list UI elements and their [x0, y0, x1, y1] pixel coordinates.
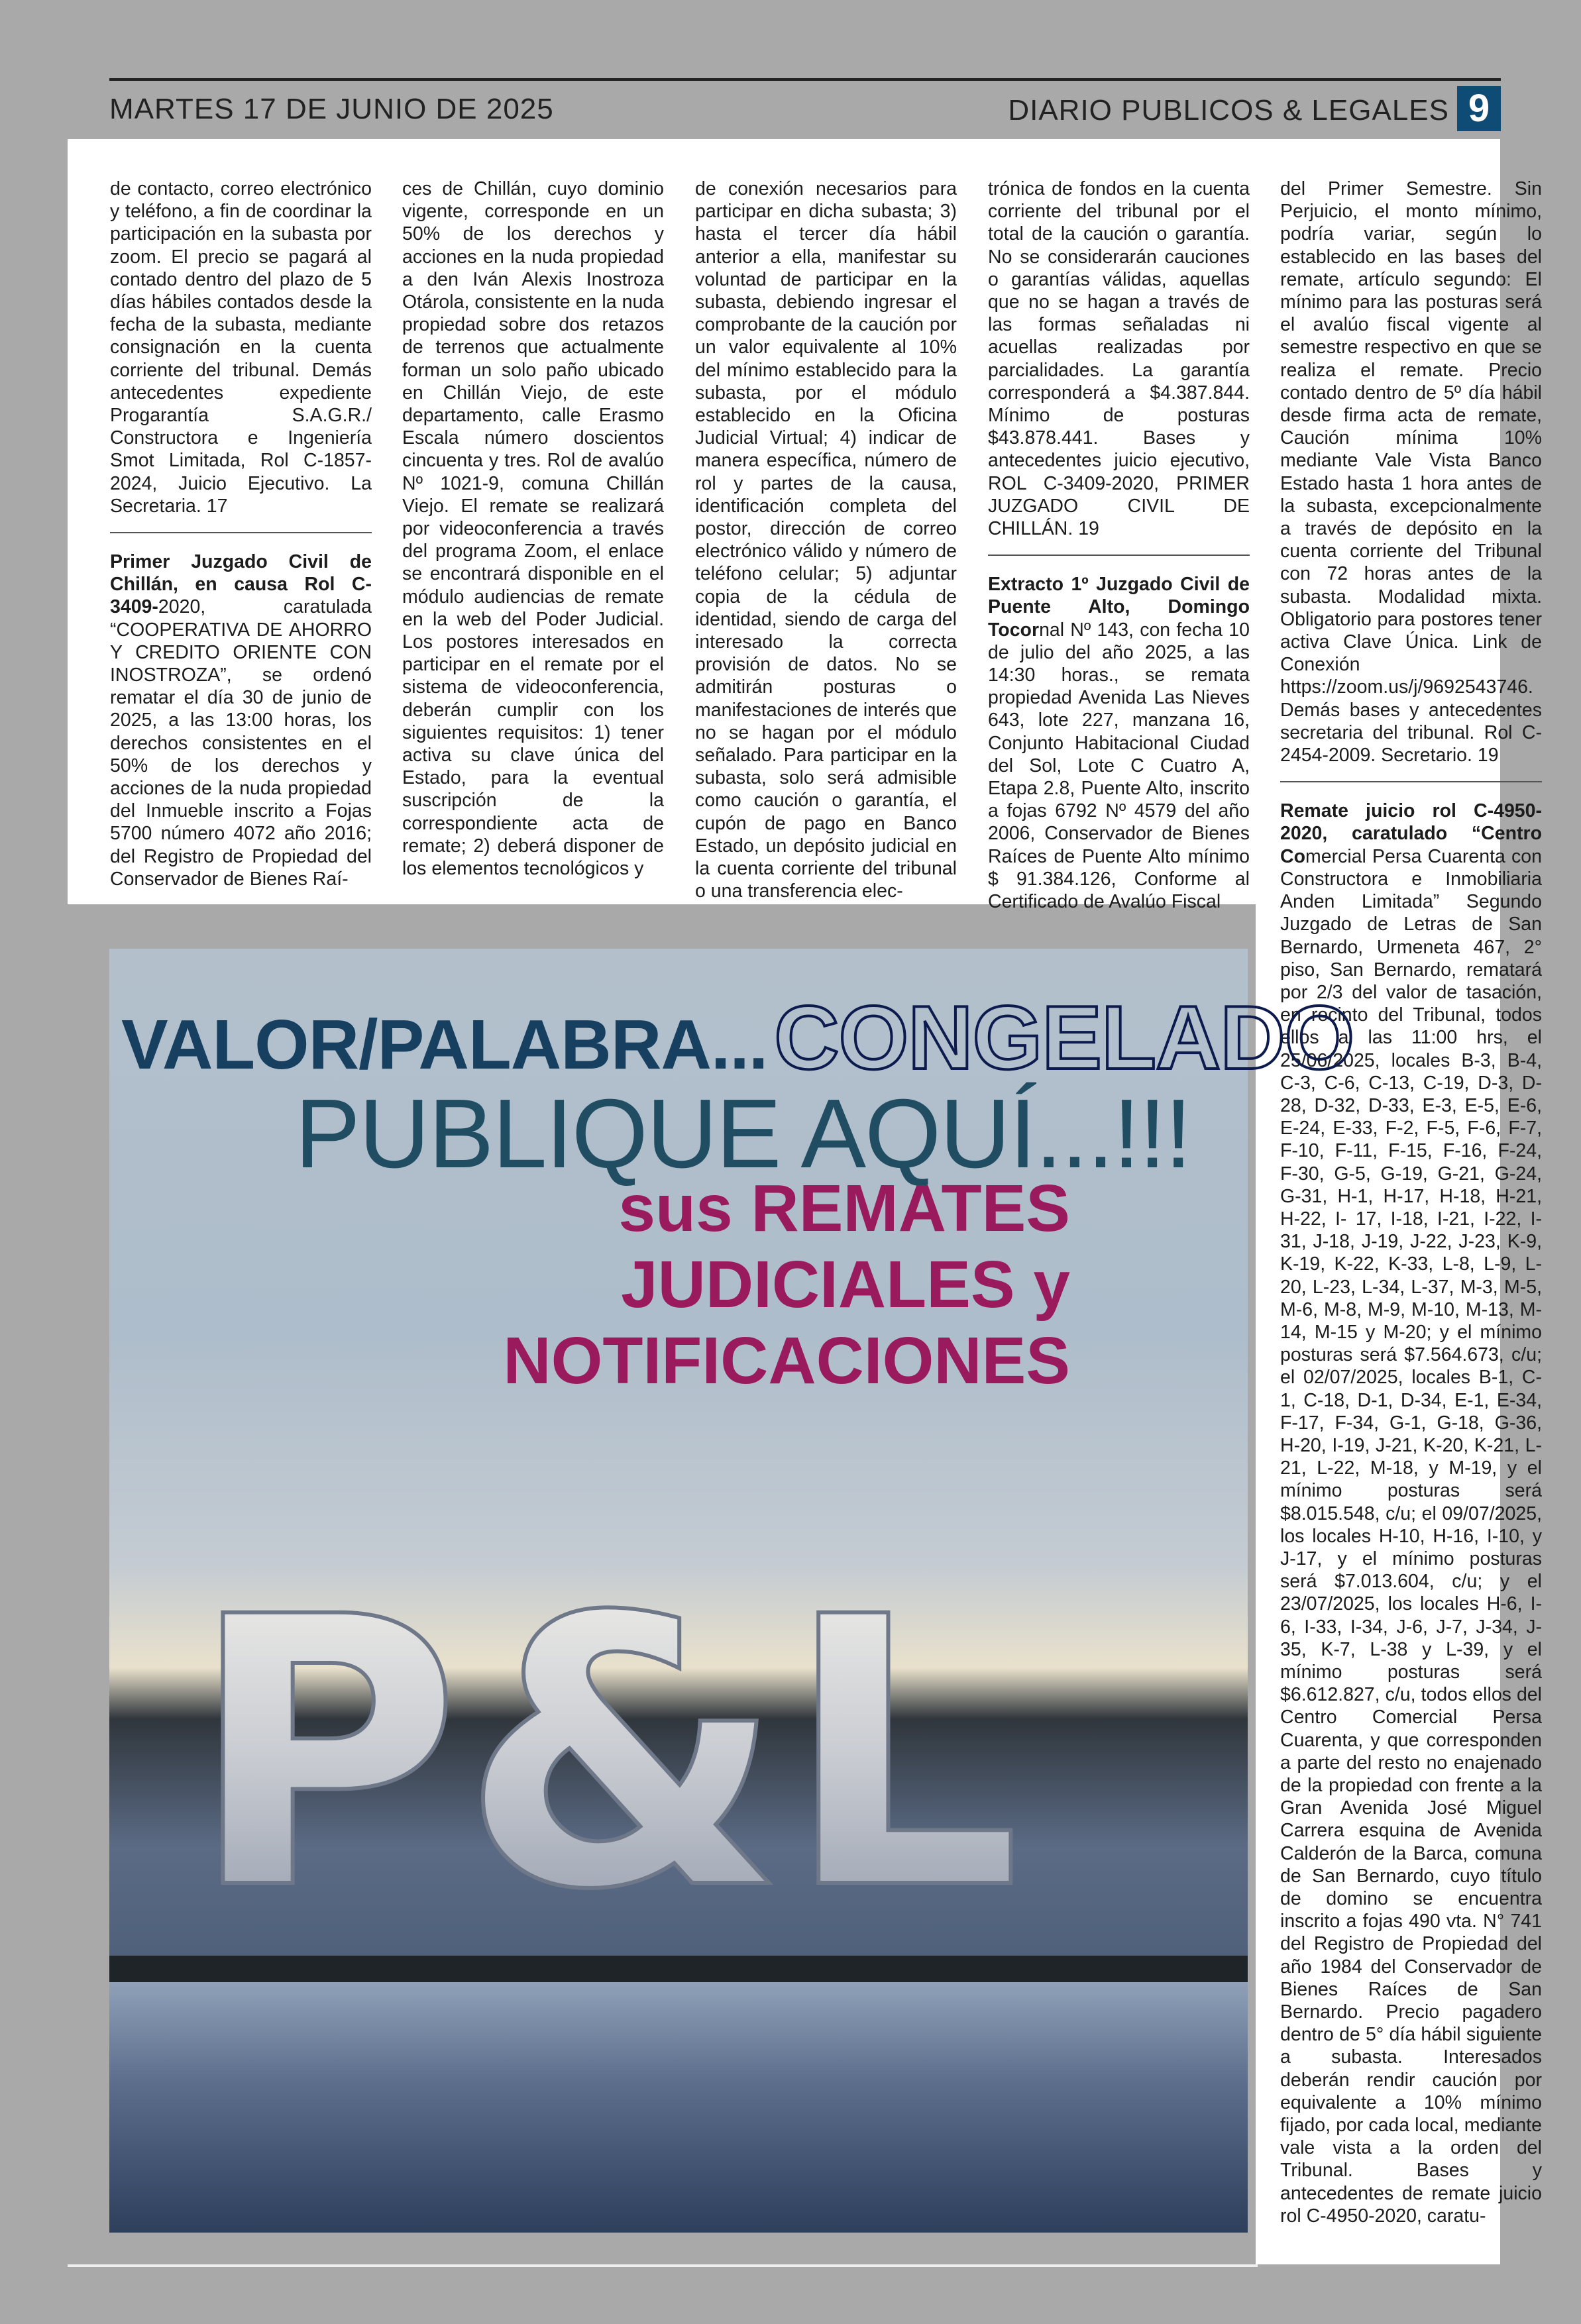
- ad-line-judiciales: JUDICIALES y: [621, 1247, 1070, 1322]
- notice-divider: [988, 555, 1250, 556]
- notice-divider: [1280, 781, 1542, 782]
- notice-paragraph: de conexión necesarios para participar en dicha subasta; 3) hasta el tercer día hábil anterior a ella, manifestar su voluntad de participar en la subasta, debiendo ingresar el comprobante de la caución por un valor equivalente al 10% del mínimo establecido para la subasta, por el módulo establecido en la Oficina Judicial Virtual; 4) indicar de manera específica, número de rol y partes de la causa, identificación completa del postor, dirección de correo electrónico válido y número de teléfono celular; 5) adjuntar copia de la cédula de identidad, siendo de carga del interesado la correcta provisión de datos. No se admitirán posturas o manifestaciones de interés que no se hagan por el módulo señalado. Para participar en la subasta, solo será admisible como caución o garantía, el cupón de pago en Banco Estado, un depósito judicial en la cuenta corriente del tribunal o una transferencia elec-: [695, 178, 957, 902]
- page-number: 9: [1457, 86, 1501, 131]
- logo-text: P&L: [189, 1539, 1021, 1971]
- bottom-rule: [68, 2264, 1258, 2267]
- ad-snow-ground: [109, 1982, 1248, 2233]
- ice-logo-image: [189, 1539, 1276, 1971]
- notice-paragraph: ces de Chillán, cuyo dominio vigente, corresponde en un 50% de los derechos y acciones en la nuda propiedad a den Iván Alexis Inostroza Otárola, consistente en la nuda propiedad sobre dos retazos de terrenos que actualmente forman un solo paño ubicado en Chillán Viejo, de este departamento, calle Erasmo Escala número doscientos cincuenta y tres. Rol de avalúo Nº 1021-9, comuna Chillán Viejo. El remate se realizará por videoconferencia a través del programa Zoom, el enlace se encontrará disponible en el módulo audiencias de remate en la web del Poder Judicial. Los postores interesados en participar en el remate por el sistema de videoconferencia, deberán cumplir con los siguientes requisitos: 1) tener activa su clave única del Estado, para la eventual suscripción de la correspondiente acta de remate; 2) deberá disponer de los elementos tecnológicos y: [402, 178, 664, 880]
- ad-headline-text: VALOR/PALABRA...: [121, 1006, 768, 1084]
- page-header: [109, 78, 1501, 135]
- notice-paragraph: trónica de fondos en la cuenta corriente del tribunal por el total de la caución o garantía. No se considerarán cauciones o garantías válidas, aquellas que no se hagan a través de las formas señaladas ni acuellas realizadas por parcialidades. La garantía corresponderá a $4.387.844. Mínimo de posturas $43.878.441. Bases y antecedentes juicio ejecutivo, ROL C-3409-2020, PRIMER JUZGADO CIVIL DE CHILLÁN. 19: [988, 178, 1250, 540]
- notice-heading: Remate juicio rol C-4950-2020, caratulado “Centro Co: [1280, 800, 1542, 867]
- ad-subheadline: PUBLIQUE AQUÍ...!!!: [295, 1079, 1191, 1188]
- ad-line-notificaciones: NOTIFICACIONES: [503, 1324, 1070, 1398]
- notice-body: mercial Persa Cuarenta con Constructora e Inmobiliaria Anden Limitada” Segundo Juzgado de Letras de San Bernardo, Urmeneta 467, 2° piso, San Bernardo, rematará por 2/3 del valor de tasación, en recinto del Tribunal, todos ellos a las 11:00 hrs, el 25/06/2025, locales B-3, B-4, C-3, C-6, C-13, C-19, D-3, D-28, D-32, D-33, E-3, E-5, E-6, E-24, E-33, F-2, F-5, F-6, F-7, F-10, F-11, F-15, F-16, F-24, F-30, G-5, G-19, G-21, G-24, G-31, H-1, H-17, H-18, H-21, H-22, I- 17, I-18, I-21, I-22, I-31, J-18, J-19, J-22, J-23, K-9, K-19, K-22, K-33, L-8, L-9, L-20, L-23, L-34, L-37, M-3, M-5, M-6, M-8, M-9, M-10, M-13, M-14, M-15 y M-20; y el mínimo posturas será $7.564.673, c/u; el 02/07/2025, locales B-1, C-1, C-18, D-1, D-34, E-1, E-34, F-17, F-34, G-1, G-18, G-36, H-20, I-19, J-21, K-20, K-21, L-21, L-22, M-18, y M-19, y el mínimo posturas será $8.015.548, c/u; el 09/07/2025, los locales H-10, H-16, I-10, y J-17, y el mínimo posturas será $7.013.604, c/u; y el 23/07/2025, los locales H-6, I-6, I-33, I-34, J-6, J-7, J-34, J- 35, K-7, L-38 y L-39, y el mínimo posturas será $6.612.827, c/u, todos ellos del Centro Comercial Persa Cuarenta, y que corresponden a parte del resto no enajenado de la propiedad con frente a la Gran Avenida José Miguel Carrera esquina de Avenida Calderón de la Barca, comuna de San Bernardo, cuyo título de domino se encuentra inscrito a fojas 490 vta. N° 741 del Registro de Propiedad del año 1984 del Conservador de Bienes Raíces de San Bernardo. Precio pagadero dentro de 5° día hábil siguiente a subasta. Interesados deberán rendir caución por equivalente a 10% mínimo fijado, por cada local, mediante vale vista a la orden del Tribunal. Bases y antecedentes de remate juicio rol C-4950-2020, caratu-: [1280, 845, 1542, 2227]
- ad-line-remates: sus REMATES: [618, 1171, 1070, 1245]
- column-2: [402, 178, 664, 893]
- column-1: [110, 178, 372, 893]
- header-publication: DIARIO PUBLICOS & LEGALES: [1008, 94, 1449, 127]
- ad-headline-outline: CONGELADO: [774, 987, 1354, 1088]
- notice-paragraph: de contacto, correo electrónico y teléfono, a fin de coordinar la participación en la subasta por zoom. El precio se pagará al contado dentro del plazo de 5 días hábiles contados desde la fecha de la subasta, mediante consignación en la cuenta corriente del tribunal. Demás antecedentes expediente Progarantía S.A.G.R./ Constructora e Ingeniería Smot Limitada, Rol C-1857-2024, Juicio Ejecutivo. La Secretaria. 17: [110, 178, 372, 517]
- notice-heading: Primer Juzgado Civil de Chillán, en causa Rol C-3409-: [110, 551, 372, 618]
- column-4: [988, 178, 1250, 913]
- column-3: [695, 178, 957, 902]
- header-date: MARTES 17 DE JUNIO DE 2025: [109, 93, 554, 125]
- notice-heading: Extracto 1º Juzgado Civil de Puente Alto, Domingo Tocor: [988, 574, 1250, 641]
- notice-divider: [110, 532, 372, 533]
- advertisement-banner: [109, 949, 1354, 2233]
- notice-paragraph: [988, 573, 1250, 913]
- notice-paragraph: del Primer Semestre. Sin Perjuicio, el monto mínimo, podría variar, según lo establecido en las bases del remate, artículo segundo: El mínimo para las posturas será el avalúo fiscal vigente al semestre respectivo en que se realiza el remate. Precio contado dentro de 5º día hábil desde firma acta de remate, Caución mínima 10% mediante Vale Vista Banco Estado hasta 1 hora antes de la subasta, excepcionalmente a través de depósito en la cuenta corriente del Tribunal con 72 horas antes de la subasta. Modalidad mixta. Obligatorio para postores tener activa Clave Única. Link de Conexión https://zoom.us/j/9692543746. Demás bases y antecedentes secretaria del tribunal. Rol C-2454-2009. Secretario. 19: [1280, 178, 1542, 766]
- notice-paragraph: [110, 551, 372, 890]
- notice-body: 2020, caratulada “COOPERATIVA DE AHORRO Y CREDITO ORIENTE CON INOSTROZA”, se ordenó rematar el día 30 de junio de 2025, a las 13:00 horas, los derechos consistentes en el 50% de los derechos y acciones de la nuda propiedad del Inmueble inscrito a Fojas 5700 número 4072 año 2016; del Registro de Propiedad del Conservador de Bienes Raí-: [110, 596, 372, 890]
- ad-headline: [121, 986, 1354, 1089]
- notice-body: nal Nº 143, con fecha 10 de julio del año 2025, a las 14:30 horas., se remata propiedad Avenida Las Nieves 643, lote 227, manzana 16, Conjunto Habitacional Ciudad del Sol, Lote C Cuatro A, Etapa 2.8, Puente Alto, inscrito a fojas 6792 Nº 4579 del año 2006, Conservador de Bienes Raíces de Puente Alto mínimo $ 91.384.126, Conforme al Certificado de Avalúo Fiscal: [988, 619, 1250, 913]
- column-5: [1280, 178, 1542, 2279]
